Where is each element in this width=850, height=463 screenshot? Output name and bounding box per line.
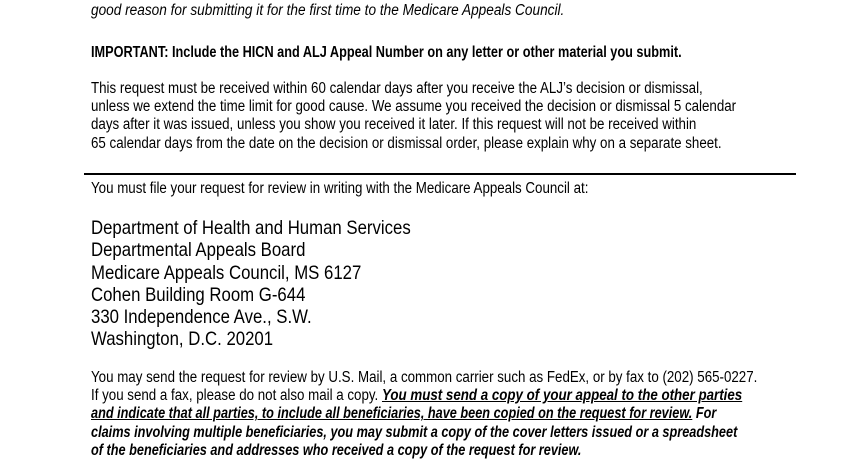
deadline-line-3: days after it was issued, unless you show you received it later. If this request will not be received within — [91, 116, 697, 133]
intro-tail-text: good reason for submitting it for the first time to the Medicare Appeals Council. — [91, 2, 565, 19]
address-line-2: Departmental Appeals Board — [91, 239, 306, 261]
deadline-line-1: This request must be received within 60 calendar days after you receive the ALJ’s decision or dismissal, — [91, 80, 703, 97]
address-line-1: Department of Health and Human Services — [91, 217, 411, 239]
address-line-3: Medicare Appeals Council, MS 6127 — [91, 262, 362, 284]
send-line-3-tail: For — [692, 405, 717, 422]
deadline-line-2: unless we extend the time limit for good cause. We assume you received the decision or dismissal 5 calendar — [91, 98, 737, 115]
send-line-2-plain: If you send a fax, please do not also mail a copy. — [91, 387, 382, 404]
section-divider — [84, 173, 796, 175]
send-line-3 — [91, 405, 716, 423]
important-notice: IMPORTANT: Include the HICN and ALJ Appeal Number on any letter or other material you submit. — [91, 44, 682, 61]
file-instruction-text: You must file your request for review in writing with the Medicare Appeals Council at: — [91, 180, 589, 197]
address-line-6: Washington, D.C. 20201 — [91, 328, 274, 350]
send-line-5: of the beneficiaries and addresses who received a copy of the request for review. — [91, 442, 582, 459]
send-line-2 — [91, 387, 742, 405]
send-line-3-underlined: and indicate that all parties, to include all beneficiaries, have been copied on the request for review. — [91, 405, 693, 422]
send-line-2-emphasis: You must send a copy of your appeal to the other parties — [381, 387, 743, 404]
send-line-4: claims involving multiple beneficiaries, you may submit a copy of the cover letters issued or a spreadsheet — [91, 424, 738, 441]
address-line-5: 330 Independence Ave., S.W. — [91, 306, 312, 328]
deadline-line-4: 65 calendar days from the date on the decision or dismissal order, please explain why on a separate sheet. — [91, 135, 722, 152]
send-line-1: You may send the request for review by U.S. Mail, a common carrier such as FedEx, or by fax to (202) 565-0227. — [91, 369, 758, 386]
address-line-4: Cohen Building Room G-644 — [91, 284, 306, 306]
